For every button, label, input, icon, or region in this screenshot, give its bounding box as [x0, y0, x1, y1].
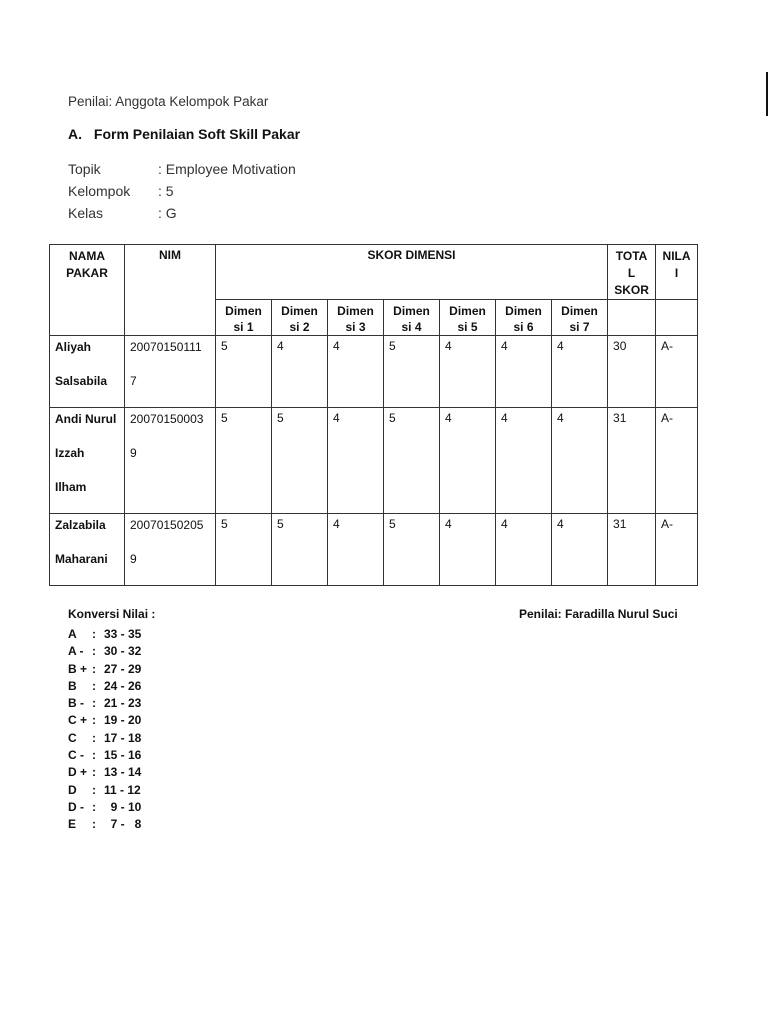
conversion-range: 11 - 12: [104, 782, 141, 797]
cell-nilai: A-: [656, 514, 698, 586]
header-dimensi-3: [328, 300, 384, 336]
cell-score: 5: [384, 514, 440, 586]
info-label: Topik: [68, 161, 101, 177]
conversion-grade: E: [68, 817, 77, 832]
cell-nilai: A-: [656, 336, 698, 408]
name-line: Zalzabila: [55, 518, 106, 532]
name-line: Maharani: [55, 552, 108, 566]
conversion-range: 19 - 20: [104, 713, 142, 728]
cell-score: 5: [384, 336, 440, 408]
cell-score: 5: [216, 336, 272, 408]
cell-name: [50, 408, 125, 514]
header-text: si 1: [233, 320, 254, 334]
header-text: si 2: [289, 320, 310, 334]
name-line: Izzah: [55, 446, 85, 460]
conversion-title: Konversi Nilai :: [68, 607, 156, 621]
header-text: si 5: [457, 320, 478, 334]
header-text: si 6: [513, 320, 534, 334]
info-label: Kelompok: [68, 183, 131, 199]
header-text: NAMA: [69, 249, 105, 263]
conversion-item: B : 24 - 26: [68, 678, 142, 693]
header-text: Dimen: [337, 304, 374, 318]
cell-score: 4: [328, 514, 384, 586]
cell-score: 4: [552, 408, 608, 514]
header-text: Dimen: [281, 304, 318, 318]
header-row-top: [50, 245, 698, 300]
cell-nim: [125, 408, 216, 514]
cell-score: 5: [384, 408, 440, 514]
header-text: Dimen: [225, 304, 262, 318]
header-text: SKOR: [614, 283, 649, 297]
conversion-item: B - : 21 - 23: [68, 696, 142, 711]
conversion-grade: A -: [68, 644, 84, 659]
header-total-skor: [608, 245, 656, 300]
cell-score: 4: [328, 408, 384, 514]
header-skor-dimensi: SKOR DIMENSI: [216, 245, 608, 300]
header-text: Dimen: [505, 304, 542, 318]
nim-line: 20070150111: [130, 340, 202, 354]
header-dimensi-5: [440, 300, 496, 336]
conversion-grade: C +: [68, 713, 88, 728]
name-line: Ilham: [55, 480, 87, 494]
header-text: PAKAR: [66, 266, 108, 280]
cell-score: 4: [496, 336, 552, 408]
nim-line: 20070150003: [130, 412, 204, 426]
conversion-range: 7 - 8: [104, 817, 142, 832]
cell-score: 4: [440, 514, 496, 586]
name-line: Andi Nurul: [55, 412, 117, 426]
cell-score: 4: [440, 336, 496, 408]
conversion-item: D : 11 - 12: [68, 782, 141, 797]
assessor-line: Penilai: Anggota Kelompok Pakar: [68, 94, 269, 109]
conversion-item: A : 33 - 35: [68, 627, 142, 641]
cell-total: 31: [608, 408, 656, 514]
info-row-kelompok: [68, 180, 296, 202]
conversion-item: C + : 19 - 20: [68, 713, 142, 728]
cell-total: 31: [608, 514, 656, 586]
section-letter: A.: [68, 126, 82, 142]
nim-line: 9: [130, 446, 137, 460]
header-text: Dimen: [449, 304, 486, 318]
cell-nim: [125, 514, 216, 586]
table-row: [50, 514, 698, 586]
signer-label: Penilai: Faradilla Nurul Suci: [519, 607, 678, 621]
info-value: : 5: [158, 183, 174, 199]
cell-name: [50, 336, 125, 408]
header-text: si 7: [569, 320, 590, 334]
header-dimensi-6: [496, 300, 552, 336]
conversion-grade: D: [68, 782, 77, 797]
header-dimensi-2: [272, 300, 328, 336]
conversion-item: B + : 27 - 29: [68, 661, 142, 676]
conversion-grade: B: [68, 678, 77, 693]
header-nilai-empty: [656, 300, 698, 336]
cell-nim: [125, 336, 216, 408]
cell-name: [50, 514, 125, 586]
info-row-topik: [68, 158, 296, 180]
conversion-range: 15 - 16: [104, 748, 142, 763]
conversion-item: D - : 9 - 10: [68, 799, 142, 814]
conversion-grade: B +: [68, 661, 88, 676]
name-line: Aliyah: [55, 340, 92, 354]
conversion-item: C : 17 - 18: [68, 730, 142, 745]
conversion-grade: C: [68, 730, 77, 745]
cell-score: 5: [216, 408, 272, 514]
header-dimensi-7: [552, 300, 608, 336]
header-nilai: [656, 245, 698, 300]
nim-line: 7: [130, 374, 137, 388]
nim-line: 9: [130, 552, 137, 566]
header-text: si 4: [401, 320, 422, 334]
header-dimensi-4: [384, 300, 440, 336]
cell-score: 5: [272, 408, 328, 514]
cell-score: 4: [272, 336, 328, 408]
header-text: I: [674, 266, 679, 280]
conversion-range: 24 - 26: [104, 678, 142, 693]
conversion-item: D + : 13 - 14: [68, 765, 142, 780]
table-row: [50, 336, 698, 408]
cell-nilai: A-: [656, 408, 698, 514]
header-text: Dimen: [393, 304, 430, 318]
header-nim: NIM: [125, 245, 216, 336]
section-title-text: Form Penilaian Soft Skill Pakar: [93, 126, 301, 142]
info-value: : G: [158, 205, 177, 221]
cell-score: 4: [496, 514, 552, 586]
cell-score: 4: [328, 336, 384, 408]
conversion-range: 27 - 29: [104, 661, 142, 676]
header-dimensi-1: [216, 300, 272, 336]
conversion-range: 33 - 35: [104, 627, 142, 641]
conversion-grade: C -: [68, 748, 84, 763]
cell-score: 5: [216, 514, 272, 586]
conversion-range: 21 - 23: [104, 696, 142, 711]
conversion-range: 17 - 18: [104, 730, 142, 745]
cell-score: 4: [440, 408, 496, 514]
conversion-grade: A: [68, 627, 77, 641]
conversion-grade: D +: [68, 765, 88, 780]
cell-score: 4: [496, 408, 552, 514]
conversion-grade: D -: [68, 799, 84, 814]
header-text: Dimen: [561, 304, 598, 318]
header-nama-pakar: [50, 245, 125, 336]
conversion-item: E : 7 - 8: [68, 817, 142, 832]
conversion-item: A - : 30 - 32: [68, 644, 142, 659]
info-row-kelas: [68, 202, 296, 224]
conversion-range: 30 - 32: [104, 644, 142, 659]
grade-conversion: [68, 606, 155, 834]
header-total-empty: [608, 300, 656, 336]
cell-total: 30: [608, 336, 656, 408]
conversion-item: C - : 15 - 16: [68, 748, 142, 763]
header-text: si 3: [345, 320, 366, 334]
assessment-table: [49, 244, 698, 586]
nim-line: 20070150205: [130, 518, 204, 532]
conversion-range: 13 - 14: [104, 765, 142, 780]
header-text: NILA: [662, 249, 691, 263]
cell-score: 5: [272, 514, 328, 586]
info-block: [68, 158, 296, 224]
header-text: L: [627, 266, 636, 280]
cell-score: 4: [552, 514, 608, 586]
info-value: : Employee Motivation: [158, 161, 296, 177]
cell-score: 4: [552, 336, 608, 408]
info-label: Kelas: [68, 205, 104, 221]
conversion-grade: B -: [68, 696, 84, 711]
header-text: TOTA: [615, 249, 648, 263]
section-title: [68, 126, 300, 142]
table-row: [50, 408, 698, 514]
conversion-range: 9 - 10: [104, 799, 142, 814]
name-line: Salsabila: [55, 374, 108, 388]
